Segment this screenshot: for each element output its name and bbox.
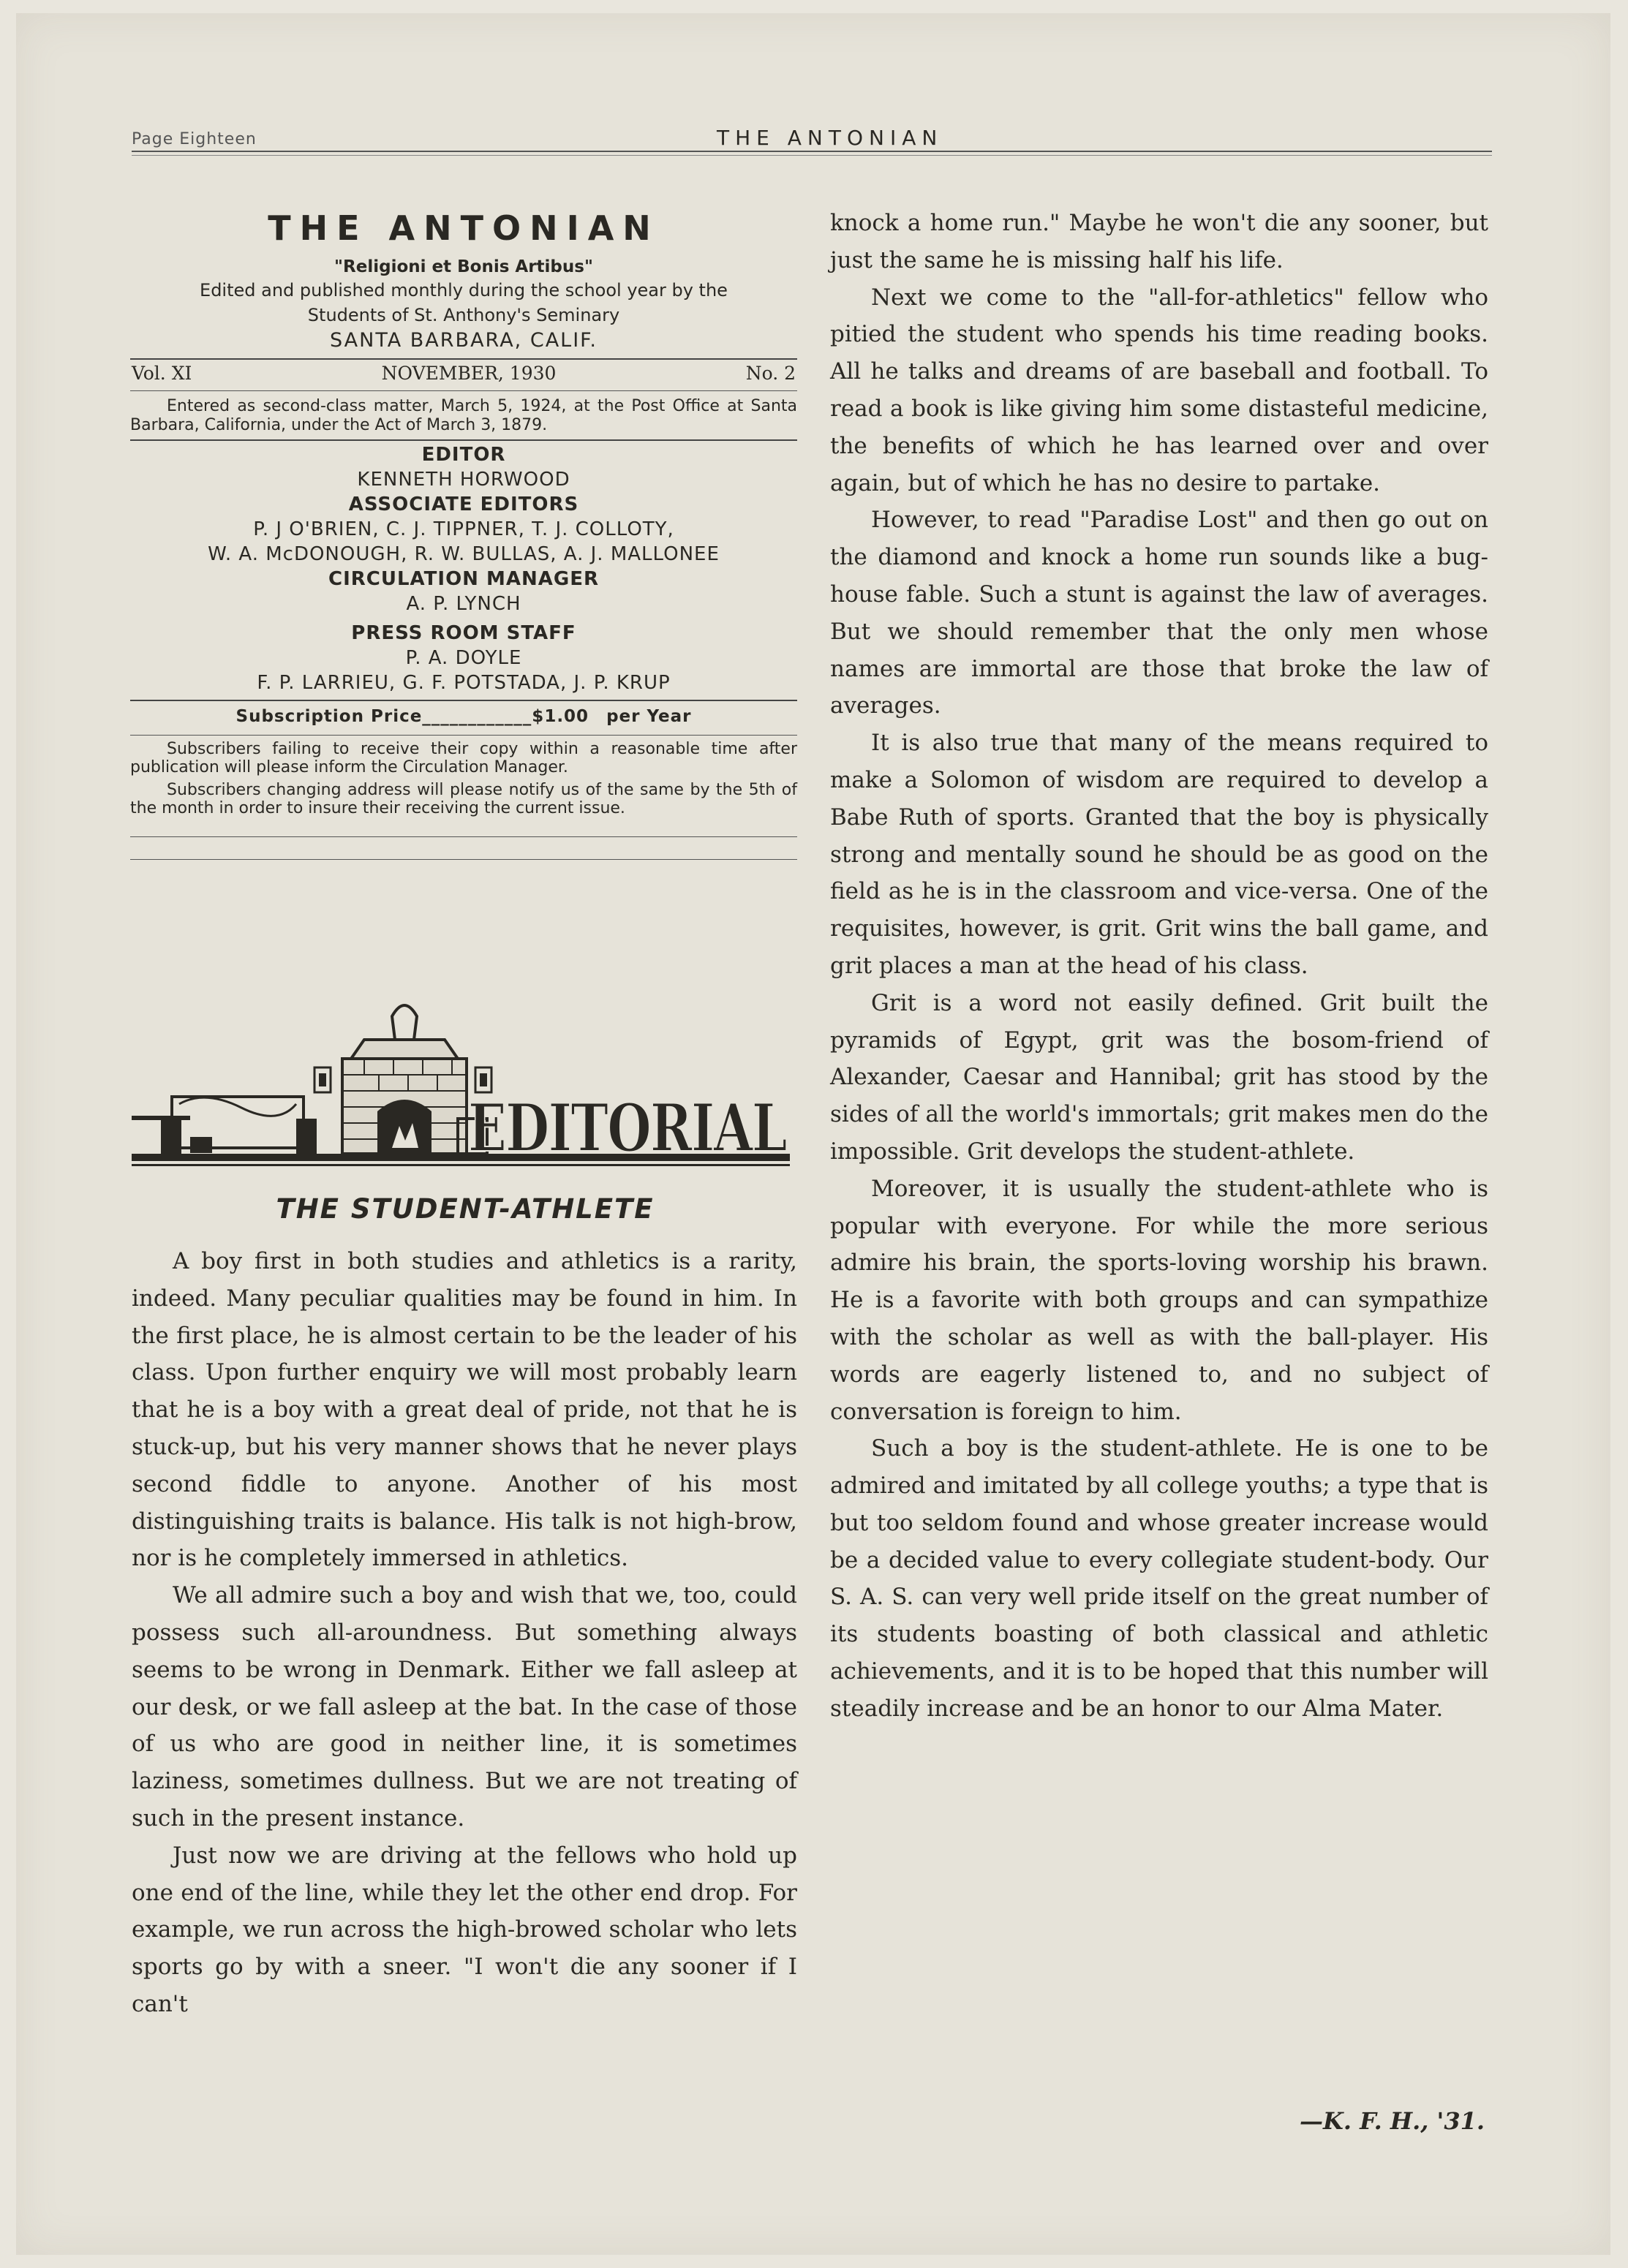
issue-date: NOVEMBER, 1930: [381, 363, 557, 384]
staff-role: CIRCULATION MANAGER: [328, 568, 599, 590]
staff-names: A. P. LYNCH: [406, 593, 521, 615]
divider: [130, 358, 797, 360]
lantern-icon: [314, 1067, 331, 1092]
divider: [130, 735, 797, 736]
divider: [130, 439, 797, 441]
staff-role: ASSOCIATE EDITORS: [348, 494, 579, 515]
masthead-motto: "Religioni et Bonis Artibus": [334, 257, 593, 276]
volume: Vol. XI: [132, 363, 192, 384]
author-signature: —K. F. H., '31.: [1300, 2107, 1485, 2135]
header-rule: [132, 151, 1492, 152]
article-paragraph: knock a home run." Maybe he won't die any sooner, but just the same he is missing half his life.: [830, 210, 1488, 273]
article-paragraph: Grit is a word not easily defined. Grit built the pyramids of Egypt, grit was the bosom-friend of Alexander, Caesar and Hannibal; grit has stood by the sides of all the world's immortals; grit makes men do the impossible. Grit develops the student-athlete.: [830, 989, 1488, 1165]
entry-notice: Entered as second-class matter, March 5, 1924, at the Post Office at Santa Barbara, California, under the Act of March 3, 1879.: [130, 397, 797, 434]
staff-names: P. J O'BRIEN, C. J. TIPPNER, T. J. COLLOTY,: [253, 518, 674, 540]
subscriber-notice: Subscribers changing address will please notify us of the same by the 5th of the month in order to insure their receiving the current issue.: [130, 781, 797, 817]
running-title: THE ANTONIAN: [717, 126, 943, 150]
divider: [130, 700, 797, 701]
banner-word: EDITORIAL: [468, 1089, 787, 1167]
staff-names: W. A. McDONOUGH, R. W. BULLAS, A. J. MALLONEE: [208, 543, 720, 565]
issue-info: [130, 361, 797, 386]
staff-role: EDITOR: [421, 444, 506, 466]
staff-names: KENNETH HORWOOD: [357, 469, 570, 491]
subscription-unit: per Year: [606, 707, 692, 726]
editorial-banner: [132, 994, 790, 1177]
subscriber-notice: Subscribers failing to receive their copy within a reasonable time after publication will please inform the Circulation Manager.: [130, 740, 797, 776]
article-paragraph: It is also true that many of the means required to make a Solomon of wisdom are required to develop a Babe Ruth of sports. Granted that the boy is physically strong and mentally sound he should be as good on the field as he is in the classroom and vice-versa. One of the requisites, however, is grit. Grit wins the ball game, and grit places a man at the head of his class.: [830, 730, 1488, 979]
article-paragraph: Next we come to the "all-for-athletics" fellow who pitied the student who spends his time reading books. All he talks and dreams of are baseball and football. To read a book is like giving him some distasteful medicine, the benefits of which he has learned over and over again, but of which he has no desire to partake.: [830, 284, 1488, 496]
subscription-label: Subscription Price____________$1.00: [235, 707, 589, 726]
divider: [130, 836, 797, 837]
masthead: [130, 206, 797, 861]
article-paragraph: However, to read "Paradise Lost" and then go out on the diamond and knock a home run sounds like a bug-house fable. Such a stunt is against the law of averages. But we should remember that the only men whose names are immortal are those that broke the law of averages.: [830, 507, 1488, 719]
masthead-city: SANTA BARBARA, CALIF.: [330, 329, 598, 352]
article-paragraph: Moreover, it is usually the student-athlete who is popular with everyone. For while the more serious admire his brain, the sports-loving worship his brawn. He is a favorite with both groups and can sympathize with the scholar as well as with the ball-player. His words are eagerly listened to, and no subject of conversation is foreign to him.: [830, 1175, 1488, 1425]
subscription-price: [130, 703, 797, 730]
header-rule-thin: [132, 155, 1492, 156]
article-column-right: [830, 205, 1488, 1728]
divider: [130, 390, 797, 391]
article-column-left: [132, 1243, 797, 2023]
article-title: THE STUDENT-ATHLETE: [276, 1193, 655, 1225]
sofa-icon: [161, 1097, 317, 1154]
publisher-line: Edited and published monthly during the school year by the: [200, 280, 728, 300]
article-paragraph: We all admire such a boy and wish that we, too, could possess such all-aroundness. But something always seems to be wrong in Denmark. Either we fall asleep at our desk, or we fall asleep at the bat. In the case of those of us who are good in neither line, it is sometimes laziness, sometimes dullness. But we are not treating of such in the present instance.: [132, 1582, 797, 1832]
page-number-label: Page Eighteen: [132, 130, 257, 148]
staff-role: PRESS ROOM STAFF: [351, 622, 576, 644]
article-paragraph: Just now we are driving at the fellows who hold up one end of the line, while they let the other end drop. For example, we run across the high-browed scholar who lets sports go by with a sneer. "I won't die any sooner if I can't: [132, 1842, 797, 2017]
issue-number: No. 2: [745, 363, 796, 384]
staff-names: F. P. LARRIEU, G. F. POTSTADA, J. P. KRUP: [257, 672, 671, 694]
lantern-icon: [475, 1067, 491, 1092]
divider: [130, 859, 797, 860]
fireplace-icon: [342, 1005, 467, 1154]
staff-names: P. A. DOYLE: [405, 647, 522, 669]
publisher-line: Students of St. Anthony's Seminary: [307, 305, 620, 325]
article-paragraph: A boy first in both studies and athletics is a rarity, indeed. Many peculiar qualities may be found in him. In the first place, he is almost certain to be the leader of his class. Upon further enquiry we will most probably learn that he is a boy with a great deal of pride, not that he is stuck-up, but his very manner shows that he never plays second fiddle to anyone. Another of his most distinguishing traits is balance. His talk is not high-brow, nor is he completely immersed in athletics.: [132, 1248, 797, 1572]
masthead-title: THE ANTONIAN: [268, 208, 660, 248]
article-paragraph: Such a boy is the student-athlete. He is one to be admired and imitated by all college youths; a type that is but too seldom found and whose greater increase would be a decided value to every collegiate student-body. Our S. A. S. can very well pride itself on the great number of its students boasting of both classical and athletic achievements, and it is to be hoped that this number will steadily increase and be an honor to our Alma Mater.: [830, 1435, 1488, 1722]
